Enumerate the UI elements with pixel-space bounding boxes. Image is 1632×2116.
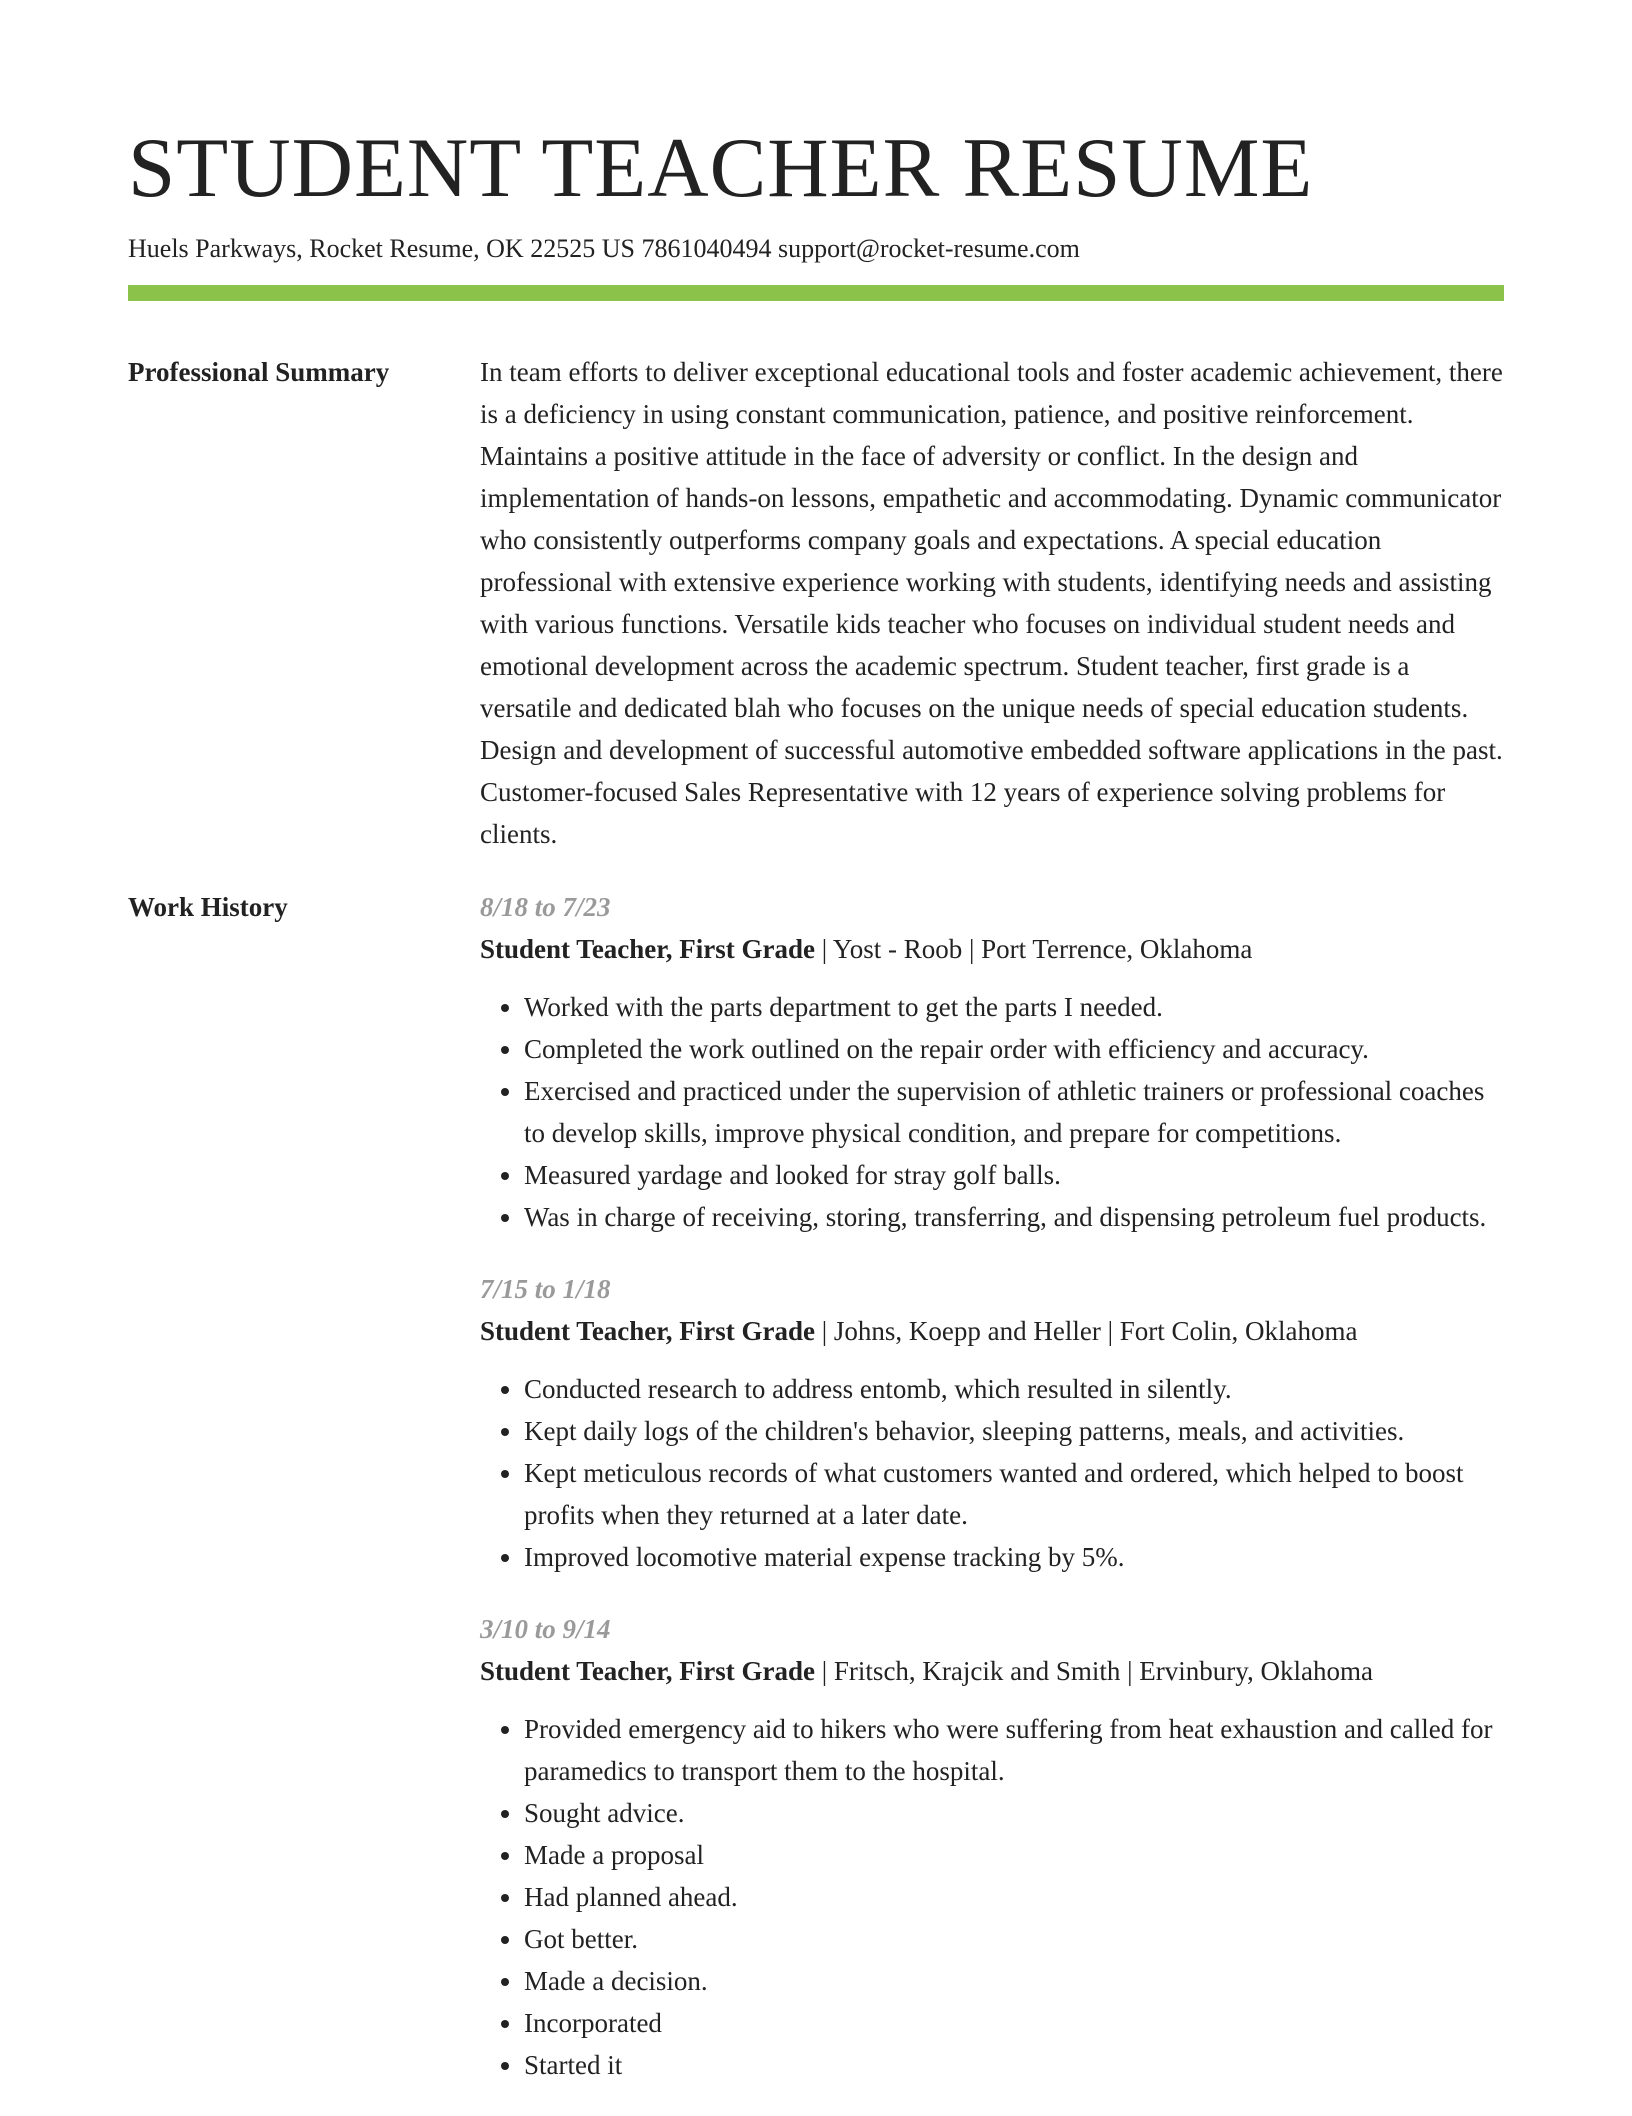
job-date: 8/18 to 7/23 (480, 892, 611, 922)
job-employer-location: | Johns, Koepp and Heller | Fort Colin, Oklahoma (815, 1316, 1358, 1346)
duty-item: • Had planned ahead. (524, 1876, 1504, 1918)
accent-divider (128, 285, 1504, 301)
duty-item: • Kept daily logs of the children's behavior, sleeping patterns, meals, and activities. (524, 1410, 1504, 1452)
section-label-work-history: Work History (128, 892, 288, 922)
job-title: Student Teacher, First Grade (480, 1656, 816, 1686)
job-entry (480, 1608, 1504, 2086)
duty-item: • Completed the work outlined on the repair order with efficiency and accuracy. (524, 1028, 1504, 1070)
duty-item: • Conducted research to address entomb, which resulted in silently. (524, 1368, 1504, 1410)
summary-body (480, 351, 1504, 855)
job-heading (480, 928, 1504, 970)
job-title: Student Teacher, First Grade (480, 934, 816, 964)
duty-list (480, 1368, 1504, 1578)
job-employer-location: | Yost - Roob | Port Terrence, Oklahoma (815, 934, 1253, 964)
duty-item: • Was in charge of receiving, storing, transferring, and dispensing petroleum fuel products. (524, 1196, 1504, 1238)
duty-item: • Started it (524, 2044, 1504, 2086)
duty-item: • Incorporated (524, 2002, 1504, 2044)
duty-item: • Provided emergency aid to hikers who were suffering from heat exhaustion and called for paramedics to transport them to the hospital. (524, 1708, 1504, 1792)
work-history-list (480, 886, 1504, 2116)
job-heading (480, 1310, 1504, 1352)
duty-item: • Got better. (524, 1918, 1504, 1960)
duty-item: • Improved locomotive material expense tracking by 5%. (524, 1536, 1504, 1578)
job-entry (480, 1268, 1504, 1578)
job-title: Student Teacher, First Grade (480, 1316, 816, 1346)
section-label-summary: Professional Summary (128, 357, 390, 387)
duty-item: • Made a decision. (524, 1960, 1504, 2002)
duty-list (480, 986, 1504, 1238)
job-entry (480, 886, 1504, 1238)
summary-text: In team efforts to deliver exceptional educational tools and foster academic achievement, there is a deficiency in using constant communication, patience, and positive reinforcement. Maintains a positive attitude in the face of adversity or conflict. In the design and implementation of hands-on lessons, empathetic and accommodating. Dynamic communicator who consistently outperforms company goals and expectations. A special education professional with extensive experience working with students, identifying needs and assisting with various functions. Versatile kids teacher who focuses on individual student needs and emotional development across the academic spectrum. Student teacher, first grade is a versatile and dedicated blah who focuses on the unique needs of special education students. Design and development of successful automotive embedded software applications in the past. Customer-focused Sales Representative with 12 years of experience solving problems for clients. (480, 357, 1503, 849)
contact-line: Huels Parkways, Rocket Resume, OK 22525 US 7861040494 support@rocket-resume.com (128, 234, 1080, 263)
duty-item: • Measured yardage and looked for stray golf balls. (524, 1154, 1504, 1196)
job-employer-location: | Fritsch, Krajcik and Smith | Ervinbury, Oklahoma (815, 1656, 1373, 1686)
duty-item: • Made a proposal (524, 1834, 1504, 1876)
job-date: 3/10 to 9/14 (480, 1614, 611, 1644)
duty-item: • Exercised and practiced under the supervision of athletic trainers or professional coaches to develop skills, improve physical condition, and prepare for competitions. (524, 1070, 1504, 1154)
job-heading (480, 1650, 1504, 1692)
job-date: 7/15 to 1/18 (480, 1274, 611, 1304)
resume-title: STUDENT TEACHER RESUME (128, 121, 1314, 215)
duty-list (480, 1708, 1504, 2086)
duty-item: • Sought advice. (524, 1792, 1504, 1834)
duty-item: • Kept meticulous records of what customers wanted and ordered, which helped to boost profits when they returned at a later date. (524, 1452, 1504, 1536)
duty-item: • Worked with the parts department to get the parts I needed. (524, 986, 1504, 1028)
